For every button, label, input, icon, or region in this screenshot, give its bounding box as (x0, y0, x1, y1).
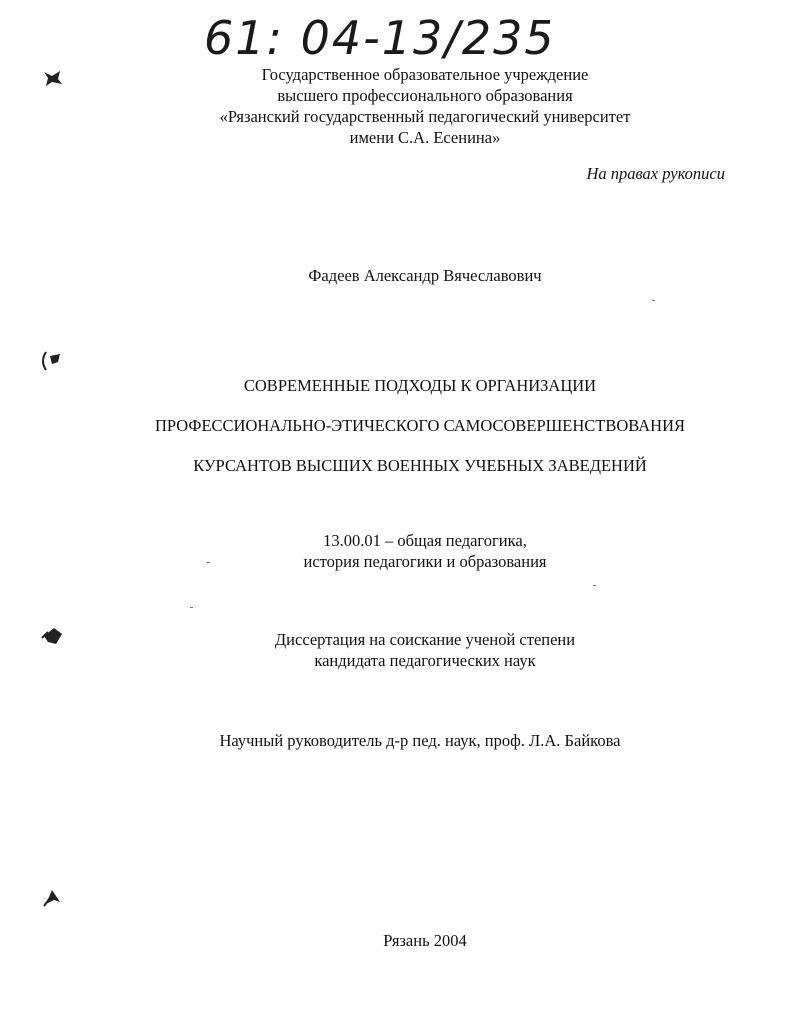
specialty-line: 13.00.01 – общая педагогика, (323, 531, 527, 550)
scan-speck (190, 607, 193, 608)
catalog-number-text: 61: 04-13/2357 (204, 11, 550, 65)
institution-line: Государственное образовательное учреждение (261, 65, 589, 84)
handwriting-icon (200, 8, 550, 70)
degree-statement (150, 629, 700, 671)
binding-mark-icon (40, 348, 66, 374)
city-year: Рязань 2004 (383, 931, 467, 950)
specialty-line: история педагогики и образования (303, 552, 547, 571)
handwritten-catalog-number (200, 8, 550, 70)
degree-line: кандидата педагогических наук (314, 651, 536, 670)
binding-mark-icon (40, 66, 66, 92)
title-line: ПРОФЕССИОНАЛЬНО-ЭТИЧЕСКОГО САМОСОВЕРШЕНСТВОВАНИЯ (155, 416, 685, 435)
institution-line: «Рязанский государственный педагогический университет (219, 107, 631, 126)
institution-line: высшего профессионального образования (277, 86, 573, 105)
scan-speck (652, 300, 655, 301)
institution-line: имени С.А. Есенина» (349, 128, 501, 147)
title-line: СОВРЕМЕННЫЕ ПОДХОДЫ К ОРГАНИЗАЦИИ (243, 376, 597, 395)
binding-mark-icon (40, 884, 66, 910)
scan-speck (207, 562, 210, 563)
scan-speck (593, 585, 596, 586)
scientific-supervisor: Научный руководитель д-р пед. наук, проф. Л.А. Байкова (219, 731, 621, 750)
author-name: Фадеев Александр Вячеславович (308, 266, 542, 285)
rights-note: На правах рукописи (586, 164, 725, 183)
degree-line: Диссертация на соискание ученой степени (274, 630, 576, 649)
specialty-code (150, 530, 700, 572)
dissertation-title (60, 366, 780, 486)
binding-mark-icon (40, 624, 66, 650)
institution-header (150, 64, 700, 148)
title-line: КУРСАНТОВ ВЫСШИХ ВОЕННЫХ УЧЕБНЫХ ЗАВЕДЕНИЙ (193, 456, 647, 475)
